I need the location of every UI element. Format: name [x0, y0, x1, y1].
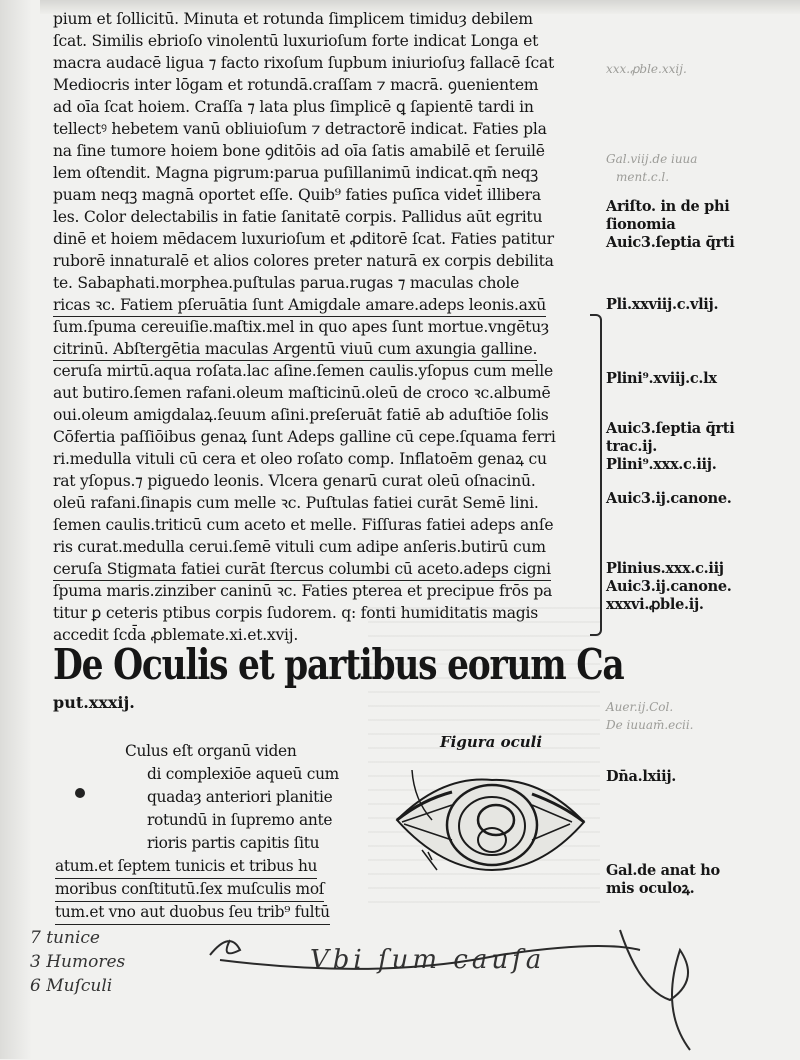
text-line: tellectꝰ hebetem vanū obliuioſum ⁊ detractorē indicat. Faties pla: [53, 120, 547, 138]
text-line: titur ꝑ ceteris ptibus corpis ſudorem. q: fonti humiditatis magis: [53, 604, 538, 622]
text-line: macra audacē ligua ⁊ facto rixoſum ſupbum iniurioſuȝ fallacē ſcat: [53, 54, 555, 72]
margin-note: ſionomia: [606, 216, 676, 233]
text-line: Mediocris inter lōgam et rotundā.craſſam ⁊ macrā. ꝯuenientem: [53, 76, 539, 94]
text-line: ri.medulla vituli cū cera et oleo roſato comp. Inflatoēm genaꝝ cu: [53, 450, 547, 468]
text-line: Cōfertia paſſiōibus genaꝝ ſunt Adeps galline cū cepe.ſquama ferri: [53, 428, 556, 446]
text-line-underlined: ceruſa Stigmata fatiei curāt ſtercus columbi cū aceto.adeps cigni: [53, 558, 551, 581]
chapter-heading-continuation: put.xxxij.: [53, 693, 135, 712]
margin-note: Pli.xxviij.c.vlij.: [606, 296, 719, 313]
text-line: ſemen caulis.triticū cum aceto et melle. Fiſſuras fatiei adeps anſe: [53, 516, 554, 534]
handdrawn-bracket: [590, 314, 602, 636]
faded-note: De iuuam̄.ecii.: [606, 718, 694, 732]
text-line: aut butiro.ſemen rafani.oleum maſticinū.oleū de croco ꝛc.albumē: [53, 384, 551, 402]
text-line: ceruſa mirtū.aqua roſata.lac aſine.ſemen caulis.yſopus cum melle: [53, 362, 553, 380]
eye-woodcut-illustration: [392, 760, 592, 890]
text-line: rat yſopus.⁊ piguedo leonis. Vlcera genarū curat oleū oſnacinū.: [53, 472, 536, 490]
text-line: oleū rafani.ſinapis cum melle ꝛc. Puſtulas fatiei curāt Semē lini.: [53, 494, 539, 512]
margin-note: xxxvi.ꝓble.ij.: [606, 596, 704, 613]
text-line: ſcat. Similis ebrioſo vinolentū luxurioſum forte indicat Longa et: [53, 32, 539, 50]
text-line: lem oſtendit. Magna pigrum:parua puſillanimū indicat.qm̄ neqꝫ: [53, 164, 538, 182]
text-line: rotundū in ſupremo ante: [147, 811, 333, 829]
initial-placeholder: [75, 788, 85, 798]
faded-note: ment.c.l.: [616, 170, 670, 184]
text-line: di complexiōe aqueū cum: [147, 765, 339, 783]
handwritten-signature-text: Vbi ſum cauſa: [310, 945, 546, 975]
chapter-heading: De Oculis et partibus eorum Ca: [53, 640, 624, 689]
handwritten-note: 7 tunice: [30, 928, 100, 948]
text-line: ad oīa ſcat hoiem. Craſſa ⁊ lata plus ſimplicē ꝗ ſapientē tardi in: [53, 98, 534, 116]
margin-note: trac.ij.: [606, 438, 658, 455]
text-line: ſum.ſpuma cereuiſie.maſtix.mel in quo apes ſunt mortue.vngētuȝ: [53, 318, 549, 336]
text-line: na ſine tumore hoiem bone ꝯditōis ad oīa ſatis amabilē et ſeruilē: [53, 142, 545, 160]
margin-note: Ariſto. in de phi: [606, 198, 730, 215]
text-line: dinē et hoiem mēdacem luxurioſum et ꝓditorē ſcat. Faties patitur: [53, 230, 554, 248]
page-edge-shadow: [0, 0, 32, 1059]
margin-note: Auic3.ſeptia q̄rti: [606, 420, 735, 437]
text-line: te. Sabaphati.morphea.puſtulas parua.rugas ⁊ maculas chole: [53, 274, 520, 292]
margin-note: mis oculoꝝ.: [606, 880, 695, 897]
text-line-underlined: citrinū. Abſtergētia maculas Argentū viuū cum axungia galline.: [53, 338, 537, 361]
figure-caption: Figura oculi: [440, 733, 543, 751]
handwritten-note: 6 Muſculi: [30, 976, 113, 996]
faded-note: xxx.ꝓble.xxij.: [606, 62, 687, 76]
text-line: quadaȝ anteriori planitie: [147, 788, 333, 806]
margin-note: Auic3.ſeptia q̄rti: [606, 234, 735, 251]
text-line: rioris partis capitis ſitu: [147, 834, 320, 852]
text-line-underlined: ricas ꝛc. Fatiem pſeruātia ſunt Amigdale amare.adeps leonis.axū: [53, 294, 546, 317]
text-line-underlined: moribus conſtitutū.ſex muſculis moſ: [55, 878, 324, 902]
margin-note: Auic3.ij.canone.: [606, 578, 732, 595]
margin-note: Plini⁹.xviij.c.lx: [606, 370, 717, 387]
text-line: pium et ſollicitū. Minuta et rotunda ſimplicem timiduȝ debilem: [53, 10, 533, 28]
text-line: ſpuma maris.zinziber caninū ꝛc. Faties pterea et precipue frōs pa: [53, 582, 553, 600]
text-line: puam neqꝫ magnā oportet eſſe. Quib⁹ faties puſīca videt̄ illibera: [53, 186, 541, 204]
text-line: les. Color delectabilis in fatie ſanitatē corpis. Pallidus aūt egritu: [53, 208, 543, 226]
faded-note: Auer.ij.Col.: [606, 700, 674, 714]
handwritten-note: 3 Humores: [30, 952, 126, 972]
margin-note: Plinius.xxx.c.iij: [606, 560, 724, 577]
text-line-underlined: atum.et ſeptem tunicis et tribus hu: [55, 855, 317, 879]
text-line: ris curat.medulla cerui.ſemē vituli cum adipe anſeris.butirū cum: [53, 538, 546, 556]
margin-note: Plini⁹.xxx.c.iij.: [606, 456, 717, 473]
text-line-underlined: tum.et vno aut duobus ſeu trib⁹ fultū: [55, 901, 330, 925]
faded-note: Gal.viij.de iuua: [606, 152, 698, 166]
margin-note: Dn̄a.lxiij.: [606, 768, 677, 785]
text-line: ruborē innaturalē et alios colores preter naturā ex corpis debilita: [53, 252, 554, 270]
margin-note: Gal.de anat ho: [606, 862, 720, 879]
text-line: oui.oleum amigdalaꝝ.ſeuum aſini.preſeruāt fatiē ab aduſtiōe ſolis: [53, 406, 549, 424]
margin-note: Auic3.ij.canone.: [606, 490, 732, 507]
signature-flourish: [200, 910, 760, 1060]
text-line: accedit ſcd̄a ꝓblemate.xi.et.xvij.: [53, 626, 299, 644]
text-line: Culus eſt organū viden: [125, 742, 297, 760]
